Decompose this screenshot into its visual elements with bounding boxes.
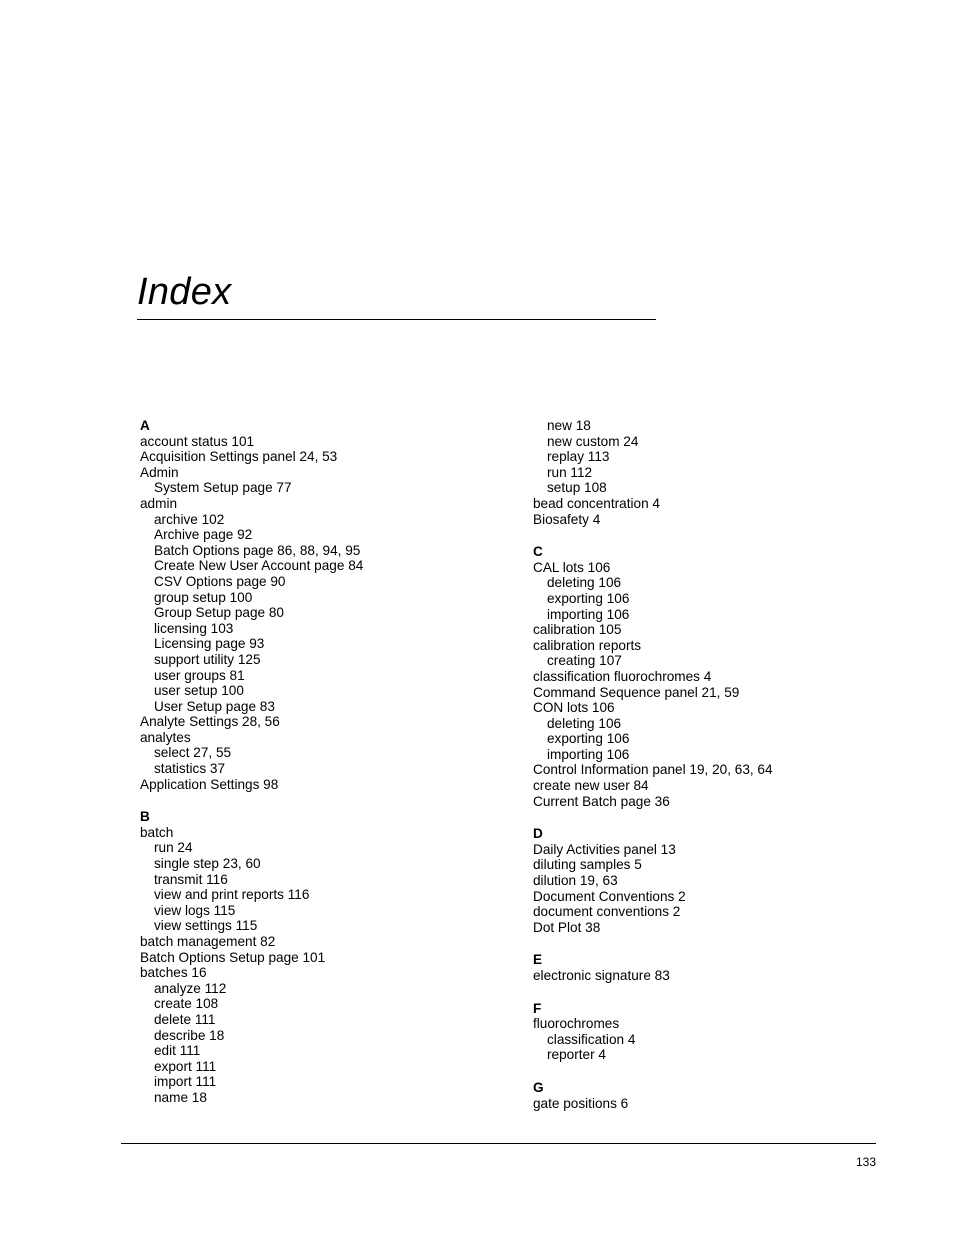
index-section-letter: F bbox=[533, 1000, 542, 1016]
index-entry: fluorochromes bbox=[533, 1016, 620, 1032]
index-subentry: import 111 bbox=[154, 1074, 217, 1090]
index-subentry: analyze 112 bbox=[154, 980, 227, 996]
index-subentry: deleting 106 bbox=[547, 575, 622, 591]
index-entry: diluting samples 5 bbox=[533, 857, 642, 873]
index-entry: batch management 82 bbox=[140, 934, 276, 949]
title-rule bbox=[137, 319, 656, 320]
index-entry: admin bbox=[140, 495, 178, 511]
index-subentry: new 18 bbox=[547, 418, 591, 433]
section-spacer bbox=[533, 984, 913, 1001]
index-subentry: view logs 115 bbox=[154, 902, 236, 918]
index-entry: Admin bbox=[140, 464, 179, 480]
index-subentry: deleting 106 bbox=[547, 715, 622, 731]
index-subentry: select 27, 55 bbox=[154, 745, 232, 761]
index-entry: Biosafety 4 bbox=[533, 511, 601, 527]
index-section-letter: E bbox=[533, 952, 543, 968]
index-entry: Batch Options Setup page 101 bbox=[140, 949, 326, 965]
index-subentry: new custom 24 bbox=[547, 433, 639, 449]
index-entry: dilution 19, 63 bbox=[533, 873, 618, 889]
index-subentry: Batch Options page 86, 88, 94, 95 bbox=[154, 542, 361, 558]
index-column-right bbox=[533, 418, 913, 1111]
section-spacer bbox=[533, 935, 913, 952]
index-entry: Command Sequence panel 21, 59 bbox=[533, 684, 740, 700]
index-subentry: Create New User Account page 84 bbox=[154, 558, 364, 574]
section-spacer bbox=[140, 792, 520, 809]
index-entry: classification fluorochromes 4 bbox=[533, 668, 712, 684]
index-subentry: delete 111 bbox=[154, 1011, 216, 1027]
index-entry: Current Batch page 36 bbox=[533, 793, 670, 809]
index-subentry: statistics 37 bbox=[154, 761, 226, 777]
index-subentry: run 24 bbox=[154, 840, 193, 856]
index-entry: account status 101 bbox=[140, 433, 255, 449]
index-entry: document conventions 2 bbox=[533, 904, 681, 920]
index-subentry: archive 102 bbox=[154, 511, 225, 527]
index-subentry: user groups 81 bbox=[154, 667, 245, 683]
index-subentry: view and print reports 116 bbox=[154, 887, 310, 903]
index-subentry: run 112 bbox=[547, 464, 593, 480]
page-title: Index bbox=[137, 271, 232, 313]
index-subentry: CSV Options page 90 bbox=[154, 573, 286, 589]
index-entry: batch bbox=[140, 824, 174, 840]
section-spacer bbox=[533, 527, 913, 544]
index-subentry: importing 106 bbox=[547, 606, 630, 622]
index-subentry: Group Setup page 80 bbox=[154, 605, 284, 621]
index-entry: calibration 105 bbox=[533, 622, 622, 638]
index-subentry: licensing 103 bbox=[154, 620, 234, 636]
index-subentry: user setup 100 bbox=[154, 683, 244, 699]
index-entry: Application Settings 98 bbox=[140, 776, 279, 792]
index-subentry: support utility 125 bbox=[154, 651, 261, 667]
index-entry: CON lots 106 bbox=[533, 700, 615, 716]
index-entry: Dot Plot 38 bbox=[533, 919, 601, 935]
index-entry: gate positions 6 bbox=[533, 1095, 629, 1111]
index-subentry: edit 111 bbox=[154, 1043, 201, 1059]
index-subentry: create 108 bbox=[154, 996, 219, 1012]
index-subentry: export 111 bbox=[154, 1058, 217, 1074]
index-subentry: exporting 106 bbox=[547, 590, 630, 606]
index-subentry: Archive page 92 bbox=[154, 527, 253, 543]
index-entry: batches 16 bbox=[140, 965, 207, 981]
index-entry: bead concentration 4 bbox=[533, 495, 660, 511]
index-column-left bbox=[140, 418, 520, 1106]
index-subentry: setup 108 bbox=[547, 480, 607, 496]
index-subentry: transmit 116 bbox=[154, 871, 228, 887]
index-section-letter: G bbox=[533, 1079, 544, 1095]
index-entry: analytes bbox=[140, 729, 191, 745]
index-subentry: creating 107 bbox=[547, 653, 622, 669]
index-subentry: view settings 115 bbox=[154, 918, 258, 934]
index-subentry: exporting 106 bbox=[547, 731, 630, 747]
index-subentry: importing 106 bbox=[547, 746, 630, 762]
index-entry: create new user 84 bbox=[533, 778, 649, 794]
index-entry: Acquisition Settings panel 24, 53 bbox=[140, 449, 338, 465]
footer-rule bbox=[121, 1143, 876, 1144]
index-subentry: name 18 bbox=[154, 1089, 207, 1105]
index-entry: Control Information panel 19, 20, 63, 64 bbox=[533, 762, 773, 778]
index-subentry: classification 4 bbox=[547, 1031, 636, 1047]
index-subentry: System Setup page 77 bbox=[154, 480, 292, 496]
index-subentry: replay 113 bbox=[547, 449, 610, 465]
index-subentry: describe 18 bbox=[154, 1027, 225, 1043]
index-subentry: group setup 100 bbox=[154, 589, 253, 605]
index-subentry: Licensing page 93 bbox=[154, 636, 265, 652]
index-section-letter: A bbox=[140, 418, 150, 433]
index-entry: Document Conventions 2 bbox=[533, 888, 686, 904]
index-entry: Daily Activities panel 13 bbox=[533, 841, 676, 857]
page-number: 133 bbox=[855, 1155, 876, 1169]
index-entry: calibration reports bbox=[533, 637, 642, 653]
index-subentry: single step 23, 60 bbox=[154, 856, 261, 872]
index-section-letter: B bbox=[140, 809, 150, 825]
section-spacer bbox=[533, 809, 913, 826]
index-entry: Analyte Settings 28, 56 bbox=[140, 714, 280, 730]
index-entry: electronic signature 83 bbox=[533, 968, 670, 983]
index-entry: CAL lots 106 bbox=[533, 559, 611, 575]
index-section-letter: D bbox=[533, 826, 543, 842]
index-subentry: User Setup page 83 bbox=[154, 698, 275, 714]
index-subentry: reporter 4 bbox=[547, 1047, 606, 1063]
section-spacer bbox=[533, 1063, 913, 1080]
index-section-letter: C bbox=[533, 544, 543, 560]
